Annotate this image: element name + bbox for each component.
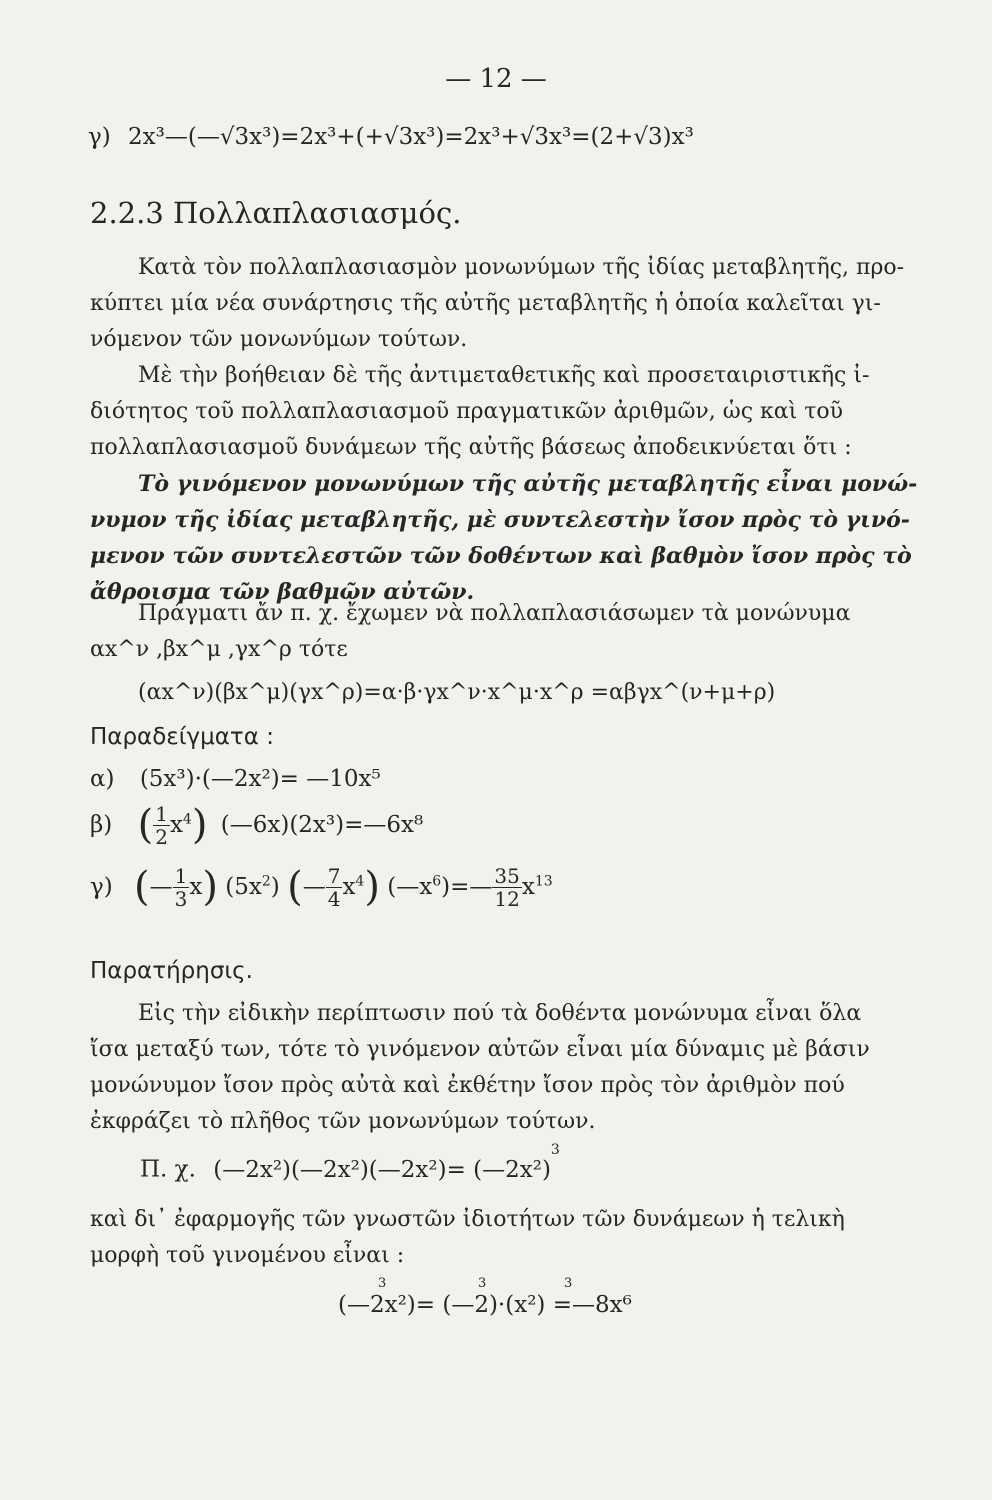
top-equation-label: γ)	[88, 124, 111, 150]
text-line: καὶ δι᾿ ἐφαρμογῆς τῶν γνωστῶν ἰδιοτήτων τῶν δυνάμεων ἡ τελικὴ	[90, 1207, 845, 1232]
example-power-expr: (—2x²)(—2x²)(—2x²)= (—2x²)	[213, 1156, 551, 1183]
rule-line: Τὸ γινόμενον μονωνύμων τῆς αὐτῆς μεταβλητῆς εἶναι μονώ-	[138, 471, 918, 497]
open-paren: (	[287, 864, 303, 910]
remark-heading: Παρατήρησις.	[90, 958, 253, 984]
example-b	[90, 802, 423, 848]
fraction	[173, 865, 190, 910]
example-b-expr: (—6x)(2x³)=—6x⁸	[220, 812, 424, 838]
term: $(—x^6)=—$	[387, 873, 493, 901]
power-exponent: 3	[564, 1276, 573, 1291]
denominator: 2	[155, 824, 168, 849]
example-power-prefix: Π. χ.	[140, 1156, 196, 1183]
example-b-label: β)	[90, 812, 113, 838]
rule-line: μενον τῶν συντελεστῶν τῶν δοθέντων καὶ βαθμὸν ἴσον πρὸς τὸ	[90, 543, 912, 569]
example-a-expr: (5x³)·(—2x²)= —10x⁵	[139, 766, 381, 792]
fraction	[492, 865, 521, 910]
text-line: κύπτει μία νέα συνάρτησις τῆς αὐτῆς μεταβλητῆς ἡ ὁποία καλεῖται γι-	[90, 291, 881, 316]
final-formula	[338, 1276, 632, 1318]
top-equation	[88, 124, 694, 150]
text-line: Εἰς τὴν εἰδικὴν περίπτωσιν πού τὰ δοθέντα μονώνυμα εἶναι ὅλα	[138, 1001, 862, 1026]
paragraph-remark	[90, 996, 912, 1140]
power-exponent: 3	[478, 1276, 487, 1291]
page-number: — 12 —	[445, 64, 547, 94]
rule-statement	[90, 466, 918, 610]
section-heading	[90, 196, 461, 230]
paragraph-final	[90, 1202, 912, 1274]
text-line: μονώνυμον ἴσον πρὸς αὐτὰ καὶ ἐκθέτην ἴσον πρὸς τὸν ἀριθμὸν πού	[90, 1073, 845, 1098]
denominator: 3	[174, 886, 188, 911]
example-c-label: γ)	[90, 874, 113, 900]
rule-line: ἄθροισμα τῶν βαθμῶν αὐτῶν.	[90, 579, 475, 605]
denominator: 4	[327, 886, 341, 911]
top-equation-expr: 2x³—(—√3x³)=2x³+(+√3x³)=2x³+√3x³=(2+√3)x³	[128, 124, 694, 150]
paragraph-intro	[90, 250, 912, 358]
numerator: 1	[155, 801, 168, 826]
example-a-label: α)	[90, 766, 115, 792]
product-formula: (αx^ν)(βx^μ)(γx^ρ)=α·β·γx^ν·x^μ·x^ρ =αβγx^(ν+μ+ρ)	[138, 680, 776, 705]
close-paren: )	[191, 802, 208, 848]
rule-line: νυμον τῆς ἰδίας μεταβλητῆς, μὲ συντελεστὴν ἴσον πρὸς τὸ γινό-	[90, 507, 910, 533]
example-c: γ) (— $\frac{1}{3}$ x) $(5x^2)$ (— $\frac{7}{4}$ $x^4$) $(—x^6)=—$ $\frac{35}{12}$ $x^{13}$	[90, 863, 553, 911]
term: $(5x^2)$	[225, 873, 280, 901]
power-exponent: 3	[378, 1276, 387, 1291]
example-power	[140, 1142, 560, 1183]
paragraph-proof	[90, 596, 912, 668]
text-line: πολλαπλασιασμοῦ δυνάμεων τῆς αὐτῆς βάσεως ἀποδεικνύεται ὅτι :	[90, 435, 852, 460]
fraction	[326, 865, 343, 910]
text-line: Μὲ τὴν βοήθειαν δὲ τῆς ἀντιμεταθετικῆς καὶ προσεταιριστικῆς ἰ-	[138, 363, 870, 388]
variable: $x^4$	[169, 811, 192, 839]
denominator: 12	[494, 886, 520, 911]
close-paren: )	[202, 864, 218, 910]
text-line: διότητος τοῦ πολλαπλασιασμοῦ πραγματικῶν ἀριθμῶν, ὡς καὶ τοῦ	[90, 399, 844, 424]
text-line: ἐκφράζει τὸ πλῆθος τῶν μονωνύμων τούτων.	[90, 1109, 596, 1134]
paragraph-properties	[90, 358, 912, 466]
power-exponent: 3	[550, 1142, 560, 1158]
text-line: ἴσα μεταξύ των, τότε τὸ γινόμενον αὐτῶν εἶναι μία δύναμις μὲ βάσιν	[90, 1037, 870, 1062]
fraction	[153, 803, 170, 848]
numerator: 35	[494, 863, 520, 888]
text-line: Πράγματι ἄν π. χ. ἔχωμεν νὰ πολλαπλασιάσωμεν τὰ μονώνυμα	[138, 601, 851, 626]
numerator: 7	[327, 863, 341, 888]
examples-heading: Παραδείγματα :	[90, 724, 274, 750]
final-formula-expr: (—2x²)= (—2)·(x²) =—8x⁶	[338, 1292, 632, 1318]
section-number: 2.2.3	[90, 196, 164, 230]
close-paren: )	[364, 864, 380, 910]
numerator: 1	[174, 863, 188, 888]
example-a	[90, 766, 381, 792]
text-line: αx^ν ,βx^μ ,γx^ρ τότε	[90, 637, 348, 662]
open-paren: (	[134, 864, 150, 910]
open-paren: (	[137, 802, 154, 848]
exponent: 13	[534, 873, 553, 890]
text-line: μορφὴ τοῦ γινομένου εἶναι :	[90, 1243, 405, 1268]
text-line: νόμενον τῶν μονωνύμων τούτων.	[90, 327, 468, 352]
text-line: Κατὰ τὸν πολλαπλασιασμὸν μονωνύμων τῆς ἰδίας μεταβλητῆς, προ-	[138, 255, 905, 280]
section-title: Πολλαπλασιασμός.	[173, 196, 462, 230]
